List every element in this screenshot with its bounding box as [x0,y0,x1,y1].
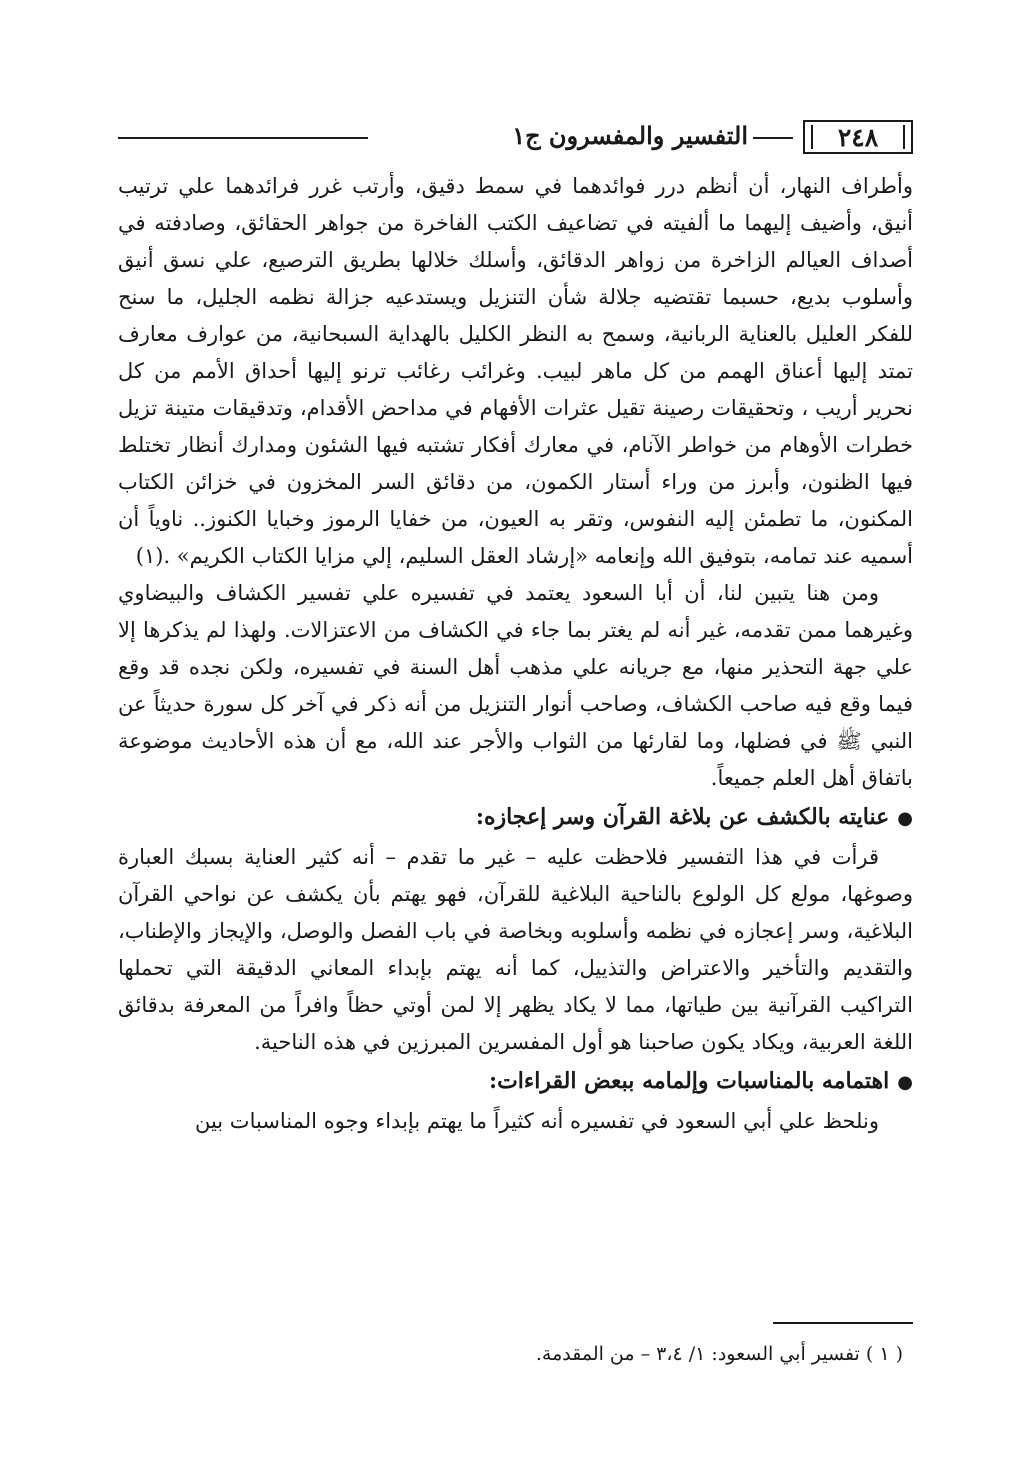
paragraph: قرأت في هذا التفسير فلاحظت عليه – غير ما تقدم – أنه كثير العناية بسبك العبارة وصوغها، مولع كل الولوع بالناحية البلاغية للقرآن، فهو يهتم بأن يكشف عن نواحي القرآن البلاغية، وسر إعجازه في نظمه وأسلوبه وبخاصة في باب الفصل والوصل، والإيجاز والإطناب، والتقديم والتأخير والاعتراض والتذييل، كما أنه يهتم بإبداء المعاني الدقيقة التي تحملها التراكيب القرآنية بين طياتها، مما لا يكاد يظهر إلا لمن أوتي حظاً وافراً من المعرفة بدقائق اللغة العربية، ويكاد يكون صاحبنا هو أول المفسرين المبرزين في هذه الناحية. [118,845,913,1054]
header-rule-left [118,137,368,139]
page-number: ٢٤٨ [803,120,913,154]
footnote-divider [773,1322,913,1324]
paragraph: ونلحظ علي أبي السعود في تفسيره أنه كثيراً ما يهتم بإبداء وجوه المناسبات بين [194,1109,879,1133]
paragraph-quote: وأطراف النهار، أن أنظم درر فوائدهما في سمط دقيق، وأرتب غرر فرائدهما علي ترتيب أنيق، وأضيف إليهما ما ألفيته في تضاعيف الكتب الفاخرة من جواهر الحقائق، وصادفته في أصداف العيالم الزاخرة من زواهر الدقائق، وأسلك خلالها بطريق الترصيع، علي نسق أنيق وأسلوب بديع، حسبما تقتضيه جلالة شأن التنزيل ويستدعيه جزالة نظمه الجليل، ما سنح للفكر العليل بالعناية الربانية، وسمح به النظر الكليل بالهداية السبحانية، من عوارف معارف تمتد إليها أعناق الهمم من كل ماهر لبيب. وغرائب رغائب ترنو إليها أحداق الأمم من كل نحرير أريب ، وتحقيقات رصينة تقيل عثرات الأفهام في مداحض الأقدام، وتدقيقات متينة تزيل خطرات الأوهام من خواطر الآنام، في معارك أفكار تشتبه فيها الشئون ومدارك أنظار تختلط فيها الظنون، وأبرز من وراء أستار الكمون، من دقائق السر المخزون في خزائن الكتاب المكنون، ما تطمئن إليه النفوس، وتقر به العيون، من خفايا الرموز وخبايا الكنوز.. ناوياً أن أسميه عند تمامه، بتوفيق الله وإنعامه «إرشاد العقل السليم، إلي مزايا الكتاب الكريم» .(١) [118,174,913,568]
section-heading-text: عنايته بالكشف عن بلاغة القرآن وسر إعجازه: [475,804,890,830]
bullet-icon: ● [897,808,913,829]
body-text [118,168,913,1140]
running-title: التفسير والمفسرون ج١ [512,121,748,150]
paragraph: ومن هنا يتبين لنا، أن أبا السعود يعتمد في تفسيره علي تفسير الكشاف والبيضاوي وغيرهما ممن تقدمه، غير أنه لم يغتر بما جاء في الكشاف من الاعتزالات. ولهذا لم يذكرها إلا علي جهة التحذير منها، مع جريانه علي مذهب أهل السنة في تفسيره، ولكن نجده قد وقع فيما وقع فيه صاحب الكشاف، وصاحب أنوار التنزيل من أنه ذكر في آخر كل سورة حديثاً عن النبي ﷺ في فضلها، وما لقارئها من الثواب والأجر عند الله، مع أن هذه الأحاديث موضوعة باتفاق أهل العلم جميعاً. [118,581,913,790]
section-heading-text: اهتمامه بالمناسبات وإلمامه ببعض القراءات: [488,1068,890,1094]
header-rule-right [753,137,793,139]
page-header [118,118,913,158]
bullet-icon: ● [897,1072,913,1093]
section-heading [118,797,913,839]
footnote: ( ١ ) تفسير أبي السعود: ١/ ٣،٤ – من المقدمة. [535,1343,903,1365]
section-heading [118,1061,913,1103]
